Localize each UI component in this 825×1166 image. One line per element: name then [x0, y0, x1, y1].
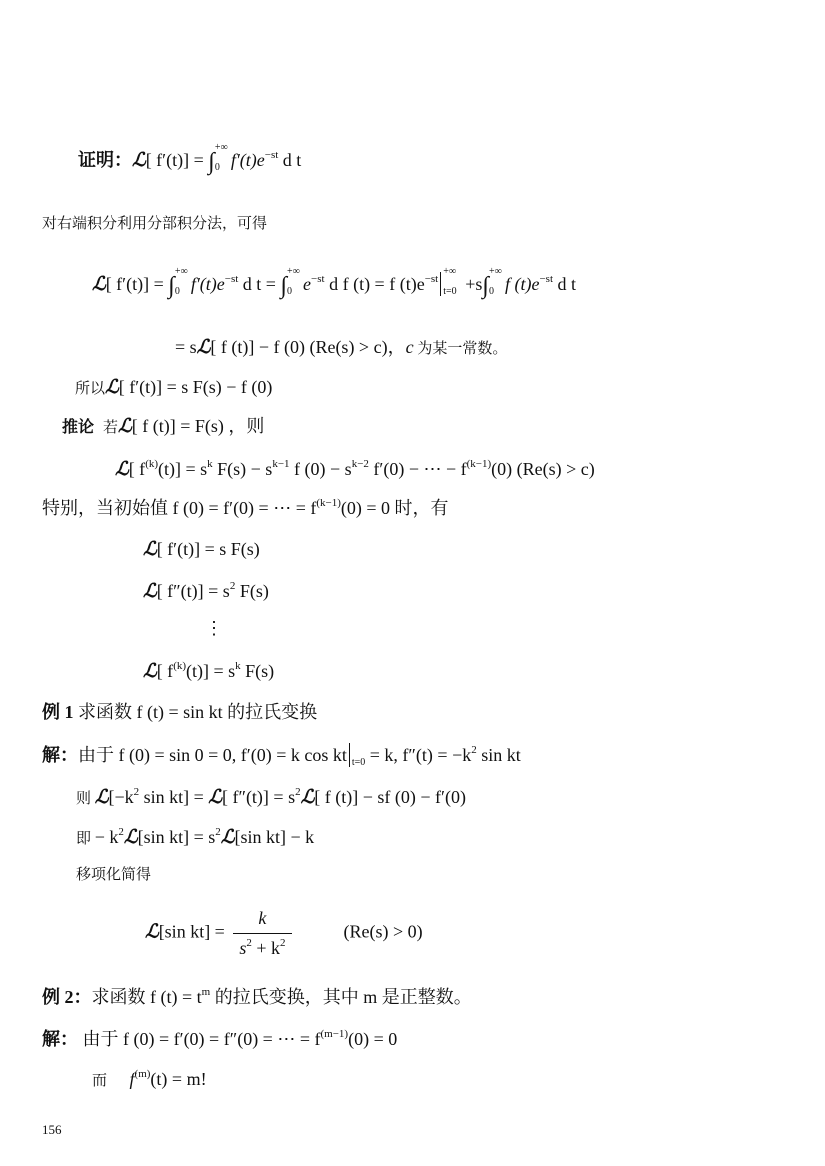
evaluation-bar	[349, 743, 350, 767]
fraction: $\frac{k}{s^2 + k^2}$	[233, 908, 291, 959]
laplace-symbol: ℒ	[143, 660, 157, 682]
laplace-symbol: ℒ	[143, 580, 157, 602]
solution-2-label: 解：	[42, 1029, 78, 1049]
laplace-symbol: ℒ	[115, 458, 129, 480]
laplace-symbol: ℒ	[132, 149, 146, 171]
result-line: 所以ℒ[ f′(t)] = s F(s) − f (0)	[75, 376, 273, 398]
laplace-symbol: ℒ	[196, 336, 211, 358]
laplace-symbol: ℒ	[145, 920, 159, 943]
proof-exp: −st	[264, 149, 279, 161]
solution-1: 解：由于 f (0) = sin 0 = 0, f′(0) = k cos kt $_{t=0}$ = k, $f''(t) = -k^2$ sin kt	[42, 744, 521, 768]
example-2-label: 例 2：	[42, 987, 92, 1007]
equation-5: ℒ[ $f''(t)] = s^2$ F(s)	[143, 580, 269, 602]
laplace-symbol: ℒ	[208, 786, 222, 808]
laplace-symbol: ℒ	[143, 538, 157, 560]
laplace-symbol: ℒ	[105, 376, 119, 398]
equation-7: ℒ[sin kt] = $\frac{k}{s^2 + k^2}$ (Re(s) > 0)	[145, 908, 423, 958]
corollary-line: 推论 若ℒ[ f (t)] = F(s) ，则	[62, 415, 265, 437]
equation-1: ℒ[ f′(t)] = ∫ +∞ 0 $f'(t)e^{-st}$ d t = ∫ +∞ 0 $e^{-st}$ d f (t) = f $(t)e^{-st}$ +∞ t=0 +s∫ +∞ 0 f $(t)e^{-st}$ d t	[92, 266, 577, 299]
laplace-symbol: ℒ	[220, 826, 235, 848]
equation-6: ℒ[ $f^{(k)}(t)] = s^k$ F(s)	[143, 660, 275, 682]
special-case-line: 特别，当初始值 f (0) = f′(0) = ⋯ = $f^{(k-1)}(0) = 0$ 时，有	[42, 497, 449, 518]
proof-rhs: f′(t)e	[230, 150, 265, 170]
example-1-label: 例 1	[42, 702, 74, 722]
then-line: 则 $ℒ[-k^2$ sin kt] = ℒ[ $f''(t)] = s^2ℒ$[ f (t)] − sf (0) − f′(0)	[76, 786, 466, 808]
integral-symbol: ∫	[208, 149, 215, 175]
ie-line: 即 − $k^2ℒ[\sin$ $kt] = s^2ℒ[\sin$ kt] − k	[76, 826, 315, 848]
proof-lhs: [ f′(t)] =	[145, 150, 209, 170]
example-2: 例 2：求函数 f $(t) = t^m$ 的拉氏变换，其中 m 是正整数。	[42, 986, 472, 1007]
solution-2: 解： 由于 f (0) = f′(0) = f″(0) = ⋯ = $f^{(m-1)}(0) = 0$	[42, 1028, 398, 1049]
laplace-symbol: ℒ	[123, 826, 138, 848]
example-1: 例 1 求函数 f (t) = sin kt 的拉氏变换	[42, 702, 318, 722]
equation-4: ℒ[ f′(t)] = s F(s)	[143, 538, 260, 560]
equation-2: = sℒ[ f (t)] − f (0) (Re(s) > c)，c 为某一常数。	[175, 336, 508, 358]
integral-symbol: ∫	[280, 273, 288, 299]
integral-symbol: ∫	[168, 273, 175, 299]
and-line: 而 $f^{(m)}(t) = m$!	[92, 1068, 207, 1089]
solution-1-label: 解：	[42, 745, 78, 765]
integration-by-parts-text: 对右端积分利用分部积分法，可得	[42, 216, 268, 232]
proof-label: 证明：	[78, 150, 132, 170]
evaluation-bar	[440, 272, 441, 296]
laplace-symbol: ℒ	[118, 415, 132, 437]
corollary-label: 推论	[62, 419, 95, 436]
vertical-dots: ⋮	[205, 618, 223, 638]
page-number: 156	[42, 1122, 62, 1137]
laplace-symbol: ℒ	[300, 786, 315, 808]
equation-3: ℒ[ $f^{(k)}(t)] = s^k$ $F(s) - s^{k-1}$ f $(0) - s^{k-2}$ f′(0) − ⋯ − $f^{(k-1)}(0) (Re(s) > c)$	[115, 458, 595, 480]
laplace-symbol: ℒ	[92, 273, 106, 295]
proof-dt: d t	[278, 150, 302, 170]
laplace-symbol: ℒ	[94, 786, 109, 808]
simplify-text: 移项化简得	[76, 867, 152, 883]
integral-symbol: ∫	[482, 273, 489, 299]
proof-line	[78, 142, 302, 177]
integral-limits: +∞ 0	[214, 142, 228, 173]
